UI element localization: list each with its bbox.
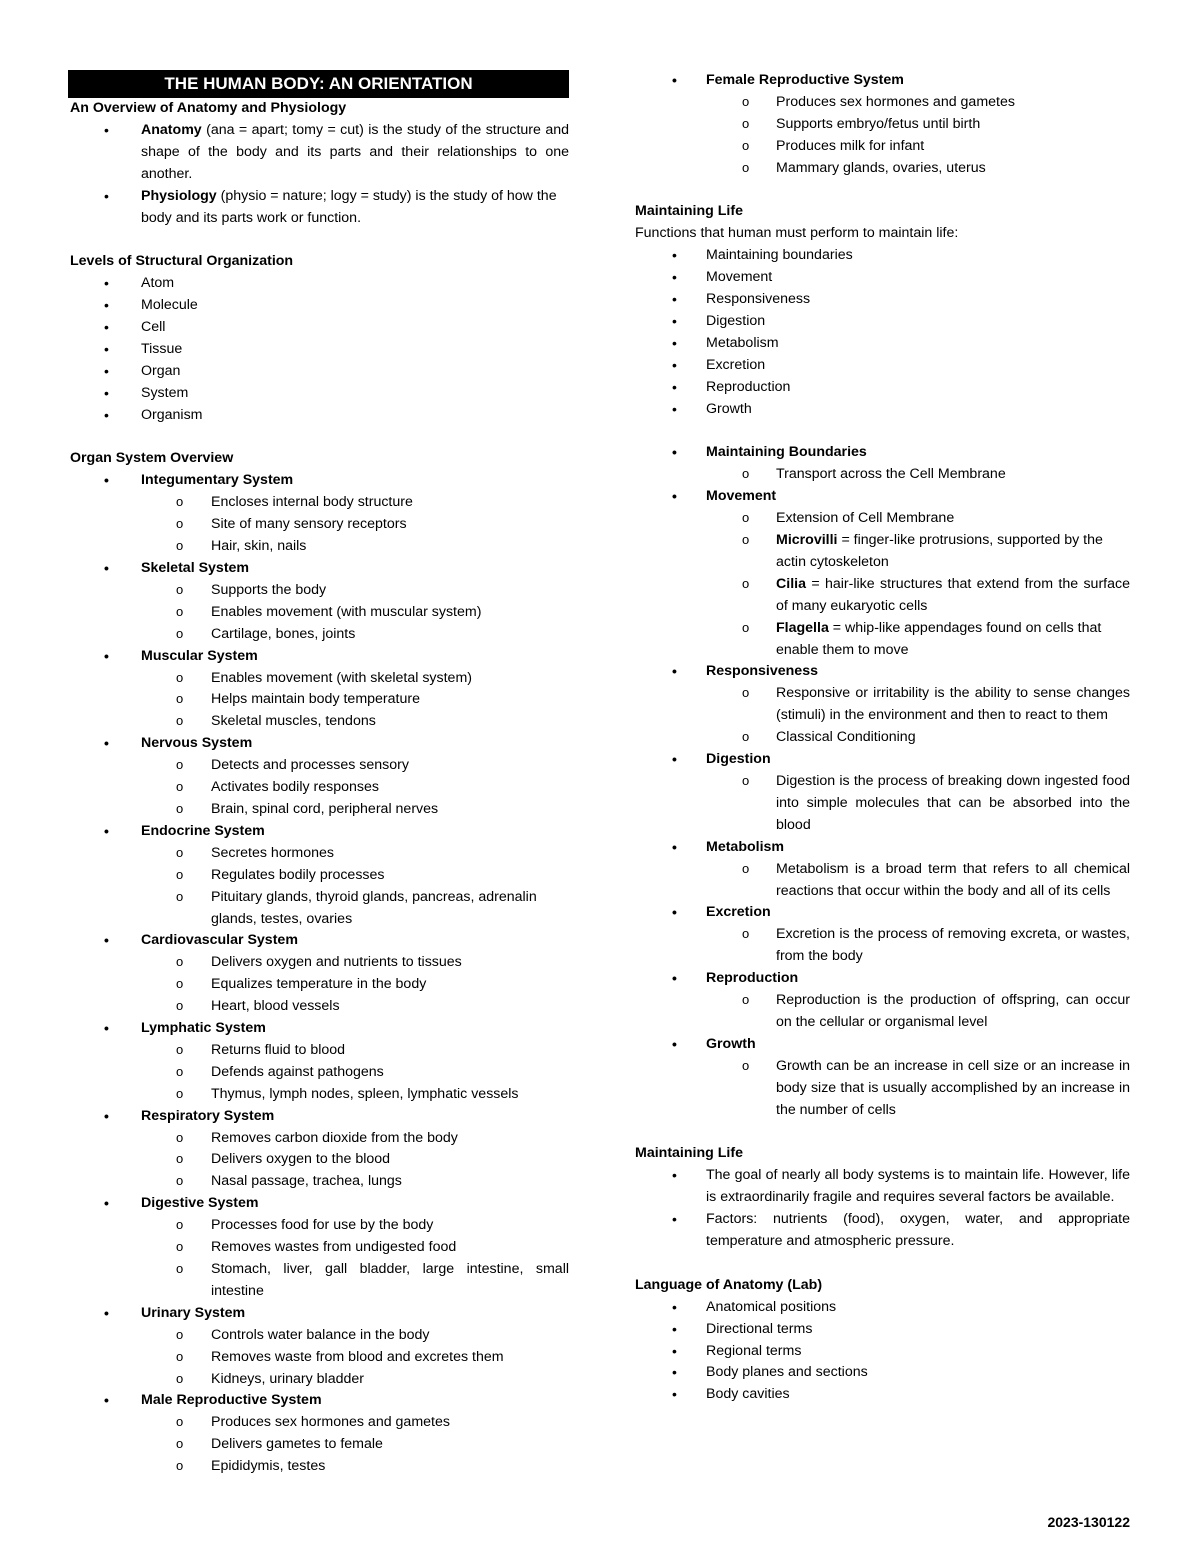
system-name: • Respiratory System	[68, 1106, 569, 1128]
system-item: o Delivers gametes to female	[68, 1434, 569, 1456]
function-name: • Reproduction	[635, 968, 1130, 990]
system-item: o Removes waste from blood and excretes them	[68, 1347, 569, 1369]
physiology-definition	[68, 186, 569, 230]
function-item: o Growth can be an increase in cell size or an increase in body size that is usually accomplished by an increase in the number of cells	[635, 1056, 1130, 1122]
page-title: THE HUMAN BODY: AN ORIENTATION	[68, 70, 569, 98]
system-item: o Epididymis, testes	[68, 1456, 569, 1478]
organ-systems-list	[68, 470, 569, 1478]
system-item: o Secretes hormones	[68, 843, 569, 865]
language-heading: Language of Anatomy (Lab)	[635, 1276, 823, 1293]
anatomy-definition	[68, 120, 569, 186]
cilia-text: = hair-like structures that extend from the surface of many eukaryotic cells	[776, 575, 1130, 614]
function-item: o Extension of Cell Membrane	[635, 508, 1130, 530]
system-item: o Equalizes temperature in the body	[68, 974, 569, 996]
system-item: o Processes food for use by the body	[68, 1215, 569, 1237]
system-item: o Produces milk for infant	[635, 136, 1130, 158]
maintaining-life-list	[635, 1165, 1130, 1253]
system-item: o Activates bodily responses	[68, 777, 569, 799]
list-item: • Movement	[635, 267, 1130, 289]
microvilli-text: = finger-like protrusions, supported by the actin cytoskeleton	[776, 532, 1103, 570]
levels-heading: Levels of Structural Organization	[70, 253, 294, 270]
list-item: • The goal of nearly all body systems is to maintain life. However, life is extraordinarily fragile and requires several factors be available.	[635, 1165, 1130, 1209]
list-item: • Factors: nutrients (food), oxygen, water, and appropriate temperature and atmospheric pressure.	[635, 1209, 1130, 1253]
list-item: • Organism	[68, 405, 569, 427]
system-item: o Defends against pathogens	[68, 1062, 569, 1084]
function-item: o Reproduction is the production of offspring, can occur on the cellular or organismal level	[635, 990, 1130, 1034]
list-item: • Molecule	[68, 295, 569, 317]
system-item: o Controls water balance in the body	[68, 1325, 569, 1347]
function-name: • Maintaining Boundaries	[635, 442, 1130, 464]
list-item: • Excretion	[635, 355, 1130, 377]
system-item: o Enables movement (with muscular system)	[68, 602, 569, 624]
function-item: o Metabolism is a broad term that refers to all chemical reactions that occur within the body and all of its cells	[635, 859, 1130, 903]
system-item: o Produces sex hormones and gametes	[68, 1412, 569, 1434]
system-item: o Heart, blood vessels	[68, 996, 569, 1018]
flagella-text: = whip-like appendages found on cells that enable them to move	[776, 619, 1102, 658]
list-item: • Cell	[68, 317, 569, 339]
language-list	[635, 1297, 1130, 1407]
system-item: o Skeletal muscles, tendons	[68, 711, 569, 733]
function-name: • Excretion	[635, 902, 1130, 924]
system-item: o Delivers oxygen and nutrients to tissues	[68, 952, 569, 974]
system-item: o Hair, skin, nails	[68, 536, 569, 558]
overview-heading: An Overview of Anatomy and Physiology	[70, 100, 347, 116]
system-name: • Digestive System	[68, 1193, 569, 1215]
list-item: • Reproduction	[635, 377, 1130, 399]
system-name: • Integumentary System	[68, 470, 569, 492]
page-footer-code: 2023-130122	[1047, 1514, 1130, 1530]
system-item: o Enables movement (with skeletal system)	[68, 668, 569, 690]
system-item: o Delivers oxygen to the blood	[68, 1149, 569, 1171]
anatomy-term: Anatomy	[141, 121, 202, 138]
list-item: • Tissue	[68, 339, 569, 361]
function-item: o Digestion is the process of breaking down ingested food into simple molecules that can be absorbed into the blood	[635, 771, 1130, 837]
system-name: • Muscular System	[68, 646, 569, 668]
function-name: • Digestion	[635, 749, 1130, 771]
function-name: • Responsiveness	[635, 661, 1130, 683]
left-column	[68, 70, 569, 1478]
system-name: • Nervous System	[68, 733, 569, 755]
maintaining-life-heading-2: Maintaining Life	[635, 1145, 743, 1162]
system-item: o Removes carbon dioxide from the body	[68, 1128, 569, 1150]
right-column	[635, 70, 1130, 1406]
cilia-item	[635, 574, 1130, 618]
organ-systems-heading: Organ System Overview	[70, 450, 234, 467]
function-item: o Excretion is the process of removing excreta, or wastes, from the body	[635, 924, 1130, 968]
function-item: o Classical Conditioning	[635, 727, 1130, 749]
system-item: o Produces sex hormones and gametes	[635, 92, 1130, 114]
flagella-item	[635, 618, 1130, 662]
system-item: o Encloses internal body structure	[68, 492, 569, 514]
system-name: • Lymphatic System	[68, 1018, 569, 1040]
list-item: • Body cavities	[635, 1384, 1130, 1406]
female-system-list	[635, 70, 1130, 180]
system-item: o Returns fluid to blood	[68, 1040, 569, 1062]
function-details-list	[635, 442, 1130, 1121]
system-name: • Endocrine System	[68, 821, 569, 843]
list-item: • Atom	[68, 273, 569, 295]
list-item: • System	[68, 383, 569, 405]
list-item: • Digestion	[635, 311, 1130, 333]
list-item: • Anatomical positions	[635, 1297, 1130, 1319]
microvilli-item	[635, 530, 1130, 574]
list-item: • Organ	[68, 361, 569, 383]
system-item: o Brain, spinal cord, peripheral nerves	[68, 799, 569, 821]
physiology-text: (physio = nature; logy = study) is the study of how the body and its parts work or function.	[141, 187, 557, 226]
microvilli-term: Microvilli	[776, 532, 838, 548]
list-item: • Growth	[635, 399, 1130, 421]
function-name: • Growth	[635, 1034, 1130, 1056]
maintaining-life-intro: Functions that human must perform to maintain life:	[635, 225, 959, 242]
system-name: • Urinary System	[68, 1303, 569, 1325]
system-item: o Pituitary glands, thyroid glands, pancreas, adrenalin glands, testes, ovaries	[68, 887, 569, 931]
cilia-term: Cilia	[776, 575, 806, 592]
physiology-term: Physiology	[141, 187, 217, 204]
system-item: o Mammary glands, ovaries, uterus	[635, 158, 1130, 180]
system-item: o Detects and processes sensory	[68, 755, 569, 777]
system-item: o Kidneys, urinary bladder	[68, 1369, 569, 1391]
system-item: o Stomach, liver, gall bladder, large intestine, small intestine	[68, 1259, 569, 1303]
list-item: • Maintaining boundaries	[635, 245, 1130, 267]
function-name: • Movement	[635, 486, 1130, 508]
function-item: o Responsive or irritability is the ability to sense changes (stimuli) in the environment and then to react to them	[635, 683, 1130, 727]
system-item: o Cartilage, bones, joints	[68, 624, 569, 646]
function-item: o Transport across the Cell Membrane	[635, 464, 1130, 486]
functions-list	[635, 245, 1130, 420]
system-item: o Supports embryo/fetus until birth	[635, 114, 1130, 136]
system-item: o Removes wastes from undigested food	[68, 1237, 569, 1259]
function-name: • Metabolism	[635, 837, 1130, 859]
list-item: • Body planes and sections	[635, 1362, 1130, 1384]
maintaining-life-heading: Maintaining Life	[635, 203, 743, 220]
system-item: o Supports the body	[68, 580, 569, 602]
list-item: • Regional terms	[635, 1341, 1130, 1363]
flagella-term: Flagella	[776, 619, 829, 636]
system-name: • Cardiovascular System	[68, 930, 569, 952]
system-name: • Skeletal System	[68, 558, 569, 580]
list-item: • Directional terms	[635, 1319, 1130, 1341]
system-item: o Helps maintain body temperature	[68, 689, 569, 711]
overview-list	[68, 120, 569, 230]
list-item: • Metabolism	[635, 333, 1130, 355]
system-name: • Male Reproductive System	[68, 1390, 569, 1412]
levels-list	[68, 273, 569, 426]
system-item: o Thymus, lymph nodes, spleen, lymphatic vessels	[68, 1084, 569, 1106]
system-item: o Nasal passage, trachea, lungs	[68, 1171, 569, 1193]
list-item: • Responsiveness	[635, 289, 1130, 311]
system-item: o Site of many sensory receptors	[68, 514, 569, 536]
system-name: • Female Reproductive System	[635, 70, 1130, 92]
anatomy-text: (ana = apart; tomy = cut) is the study of the structure and shape of the body and its parts and their relationships to one another.	[141, 121, 569, 182]
system-item: o Regulates bodily processes	[68, 865, 569, 887]
